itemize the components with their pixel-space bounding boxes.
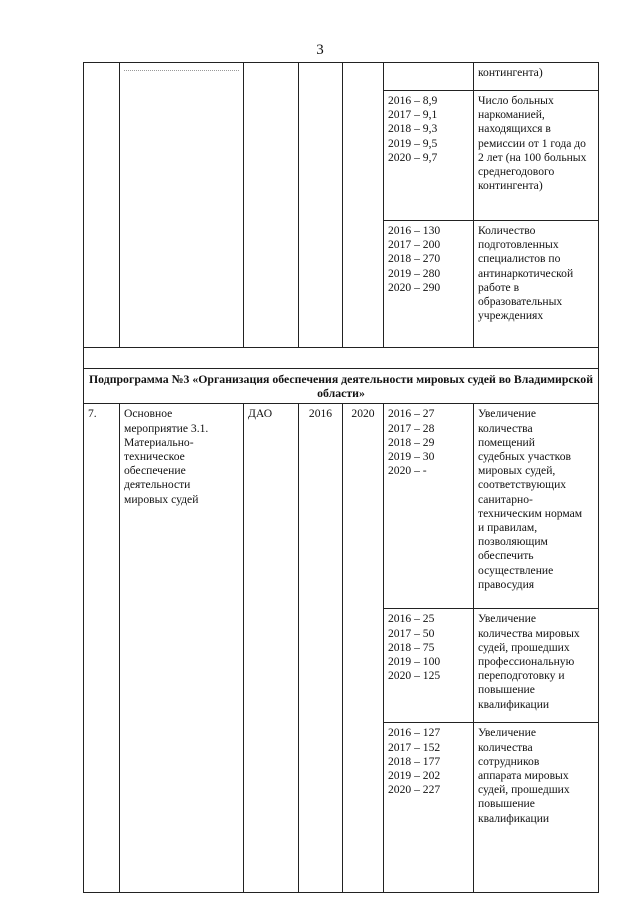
activity-line: мировых судей — [124, 492, 199, 506]
number-cell — [84, 63, 120, 348]
activity-cell — [120, 404, 244, 893]
indicator-line: обеспечить — [478, 549, 534, 563]
indicator-line: количества — [478, 421, 533, 435]
target-values-cell — [384, 723, 474, 893]
indicator-line: работе в — [478, 280, 520, 294]
year-value: 2019 – 280 — [388, 266, 441, 280]
target-values-cell — [384, 221, 474, 348]
indicator-line: находящихся в — [478, 122, 551, 136]
indicator-line: Увеличение — [478, 612, 536, 626]
year-value: 2017 – 28 — [388, 421, 435, 435]
indicator-line: повышение — [478, 683, 535, 697]
indicator-line: судей, прошедших — [478, 783, 570, 797]
indicator-line: 2 лет (на 100 больных — [478, 150, 587, 164]
year-value: 2018 – 75 — [388, 640, 435, 654]
indicator-cell — [474, 221, 599, 348]
start-year-cell: 2016 — [299, 404, 343, 893]
indicator-line: сотрудников — [478, 754, 540, 768]
indicator-line: учреждениях — [478, 309, 544, 323]
indicator-line: Увеличение — [478, 407, 536, 421]
indicator-line: квалификации — [478, 811, 550, 825]
year-value: 2020 – 227 — [388, 783, 441, 797]
year-value: 2016 – 127 — [388, 726, 441, 740]
indicator-line: правосудия — [478, 577, 535, 591]
subprogram-title: Подпрограмма №3 «Организация обеспечения деятельности мировых судей во Владимирской области» — [84, 369, 599, 404]
year-value: 2019 – 30 — [388, 450, 435, 464]
indicator-line: позволяющим — [478, 535, 548, 549]
year-value: 2016 – 25 — [388, 612, 435, 626]
indicator-cell — [474, 91, 599, 221]
start-year-cell — [299, 63, 343, 348]
year-value: 2018 – 9,3 — [388, 122, 438, 136]
indicator-line: количества — [478, 740, 533, 754]
year-value: 2018 – 29 — [388, 435, 435, 449]
indicator-line: контингента) — [478, 179, 543, 193]
indicator-cell — [474, 723, 599, 893]
target-values-cell — [384, 404, 474, 609]
page-number: 3 — [316, 42, 324, 58]
activity-line: деятельности — [124, 478, 191, 492]
end-year-cell: 2020 — [343, 404, 384, 893]
indicator-line: Увеличение — [478, 726, 536, 740]
indicator-line: специалистов по — [478, 252, 561, 266]
target-values-cell — [384, 91, 474, 221]
indicator-line: количества мировых — [478, 626, 580, 640]
year-value: 2017 – 152 — [388, 740, 441, 754]
year-value: 2016 – 27 — [388, 407, 435, 421]
year-value: 2017 – 50 — [388, 626, 435, 640]
indicator-line: квалификации — [478, 697, 550, 711]
year-value: 2019 – 100 — [388, 655, 441, 669]
activity-line: мероприятие 3.1. — [124, 421, 209, 435]
indicator-line: образовательных — [478, 295, 563, 309]
indicator-line: судей, прошедших — [478, 640, 570, 654]
year-value: 2020 – 9,7 — [388, 150, 438, 164]
executor-cell: ДАО — [244, 404, 299, 893]
indicator-line: аппарата мировых — [478, 769, 569, 783]
year-value: 2017 – 9,1 — [388, 108, 438, 122]
year-value: 2019 – 202 — [388, 769, 441, 783]
program-table — [83, 62, 599, 893]
indicator-line: подготовленных — [478, 238, 559, 252]
spacer-row — [84, 348, 599, 369]
indicator-line: наркоманией, — [478, 108, 545, 122]
indicator-cell — [474, 63, 599, 91]
indicator-line: Количество — [478, 224, 536, 237]
dotted-line — [124, 70, 239, 71]
activity-line: Материально- — [124, 435, 194, 449]
indicator-line: помещений — [478, 435, 535, 449]
activity-cell — [120, 63, 244, 348]
indicator-cell — [474, 609, 599, 723]
indicator-line: судебных участков — [478, 450, 571, 464]
indicator-line: санитарно- — [478, 492, 533, 506]
year-value: 2019 – 9,5 — [388, 136, 438, 150]
year-value: 2018 – 270 — [388, 252, 441, 266]
activity-line: техническое — [124, 450, 185, 464]
year-value: 2020 – 290 — [388, 280, 441, 294]
indicator-line: контингента) — [478, 66, 543, 79]
indicator-line: Число больных — [478, 94, 554, 107]
target-values-cell — [384, 609, 474, 723]
indicator-cell — [474, 404, 599, 609]
year-value: 2016 – 8,9 — [388, 94, 438, 107]
indicator-line: соответствующих — [478, 478, 567, 492]
activity-line: Основное — [124, 407, 173, 421]
indicator-line: антинаркотической — [478, 266, 574, 280]
indicator-line: ремиссии от 1 года до — [478, 136, 586, 150]
indicator-line: повышение — [478, 797, 535, 811]
year-value: 2017 – 200 — [388, 238, 441, 252]
indicator-line: мировых судей, — [478, 464, 556, 478]
year-value: 2016 – 130 — [388, 224, 441, 237]
activity-line: обеспечение — [124, 464, 186, 478]
end-year-cell — [343, 63, 384, 348]
executor-cell — [244, 63, 299, 348]
indicator-line: переподготовку и — [478, 669, 565, 683]
target-values-cell — [384, 63, 474, 91]
indicator-line: профессиональную — [478, 655, 575, 669]
subprogram-heading-row — [84, 369, 599, 404]
number-cell: 7. — [84, 404, 120, 893]
empty-cell — [84, 348, 599, 369]
indicator-line: среднегодового — [478, 165, 555, 179]
table-row — [84, 63, 599, 91]
indicator-line: техническим нормам — [478, 506, 583, 520]
indicator-line: осуществление — [478, 563, 554, 577]
indicator-line: и правилам, — [478, 521, 538, 535]
year-value: 2020 – 125 — [388, 669, 441, 683]
year-value: 2020 – - — [388, 464, 427, 478]
table-row — [84, 404, 599, 609]
year-value: 2018 – 177 — [388, 754, 441, 768]
